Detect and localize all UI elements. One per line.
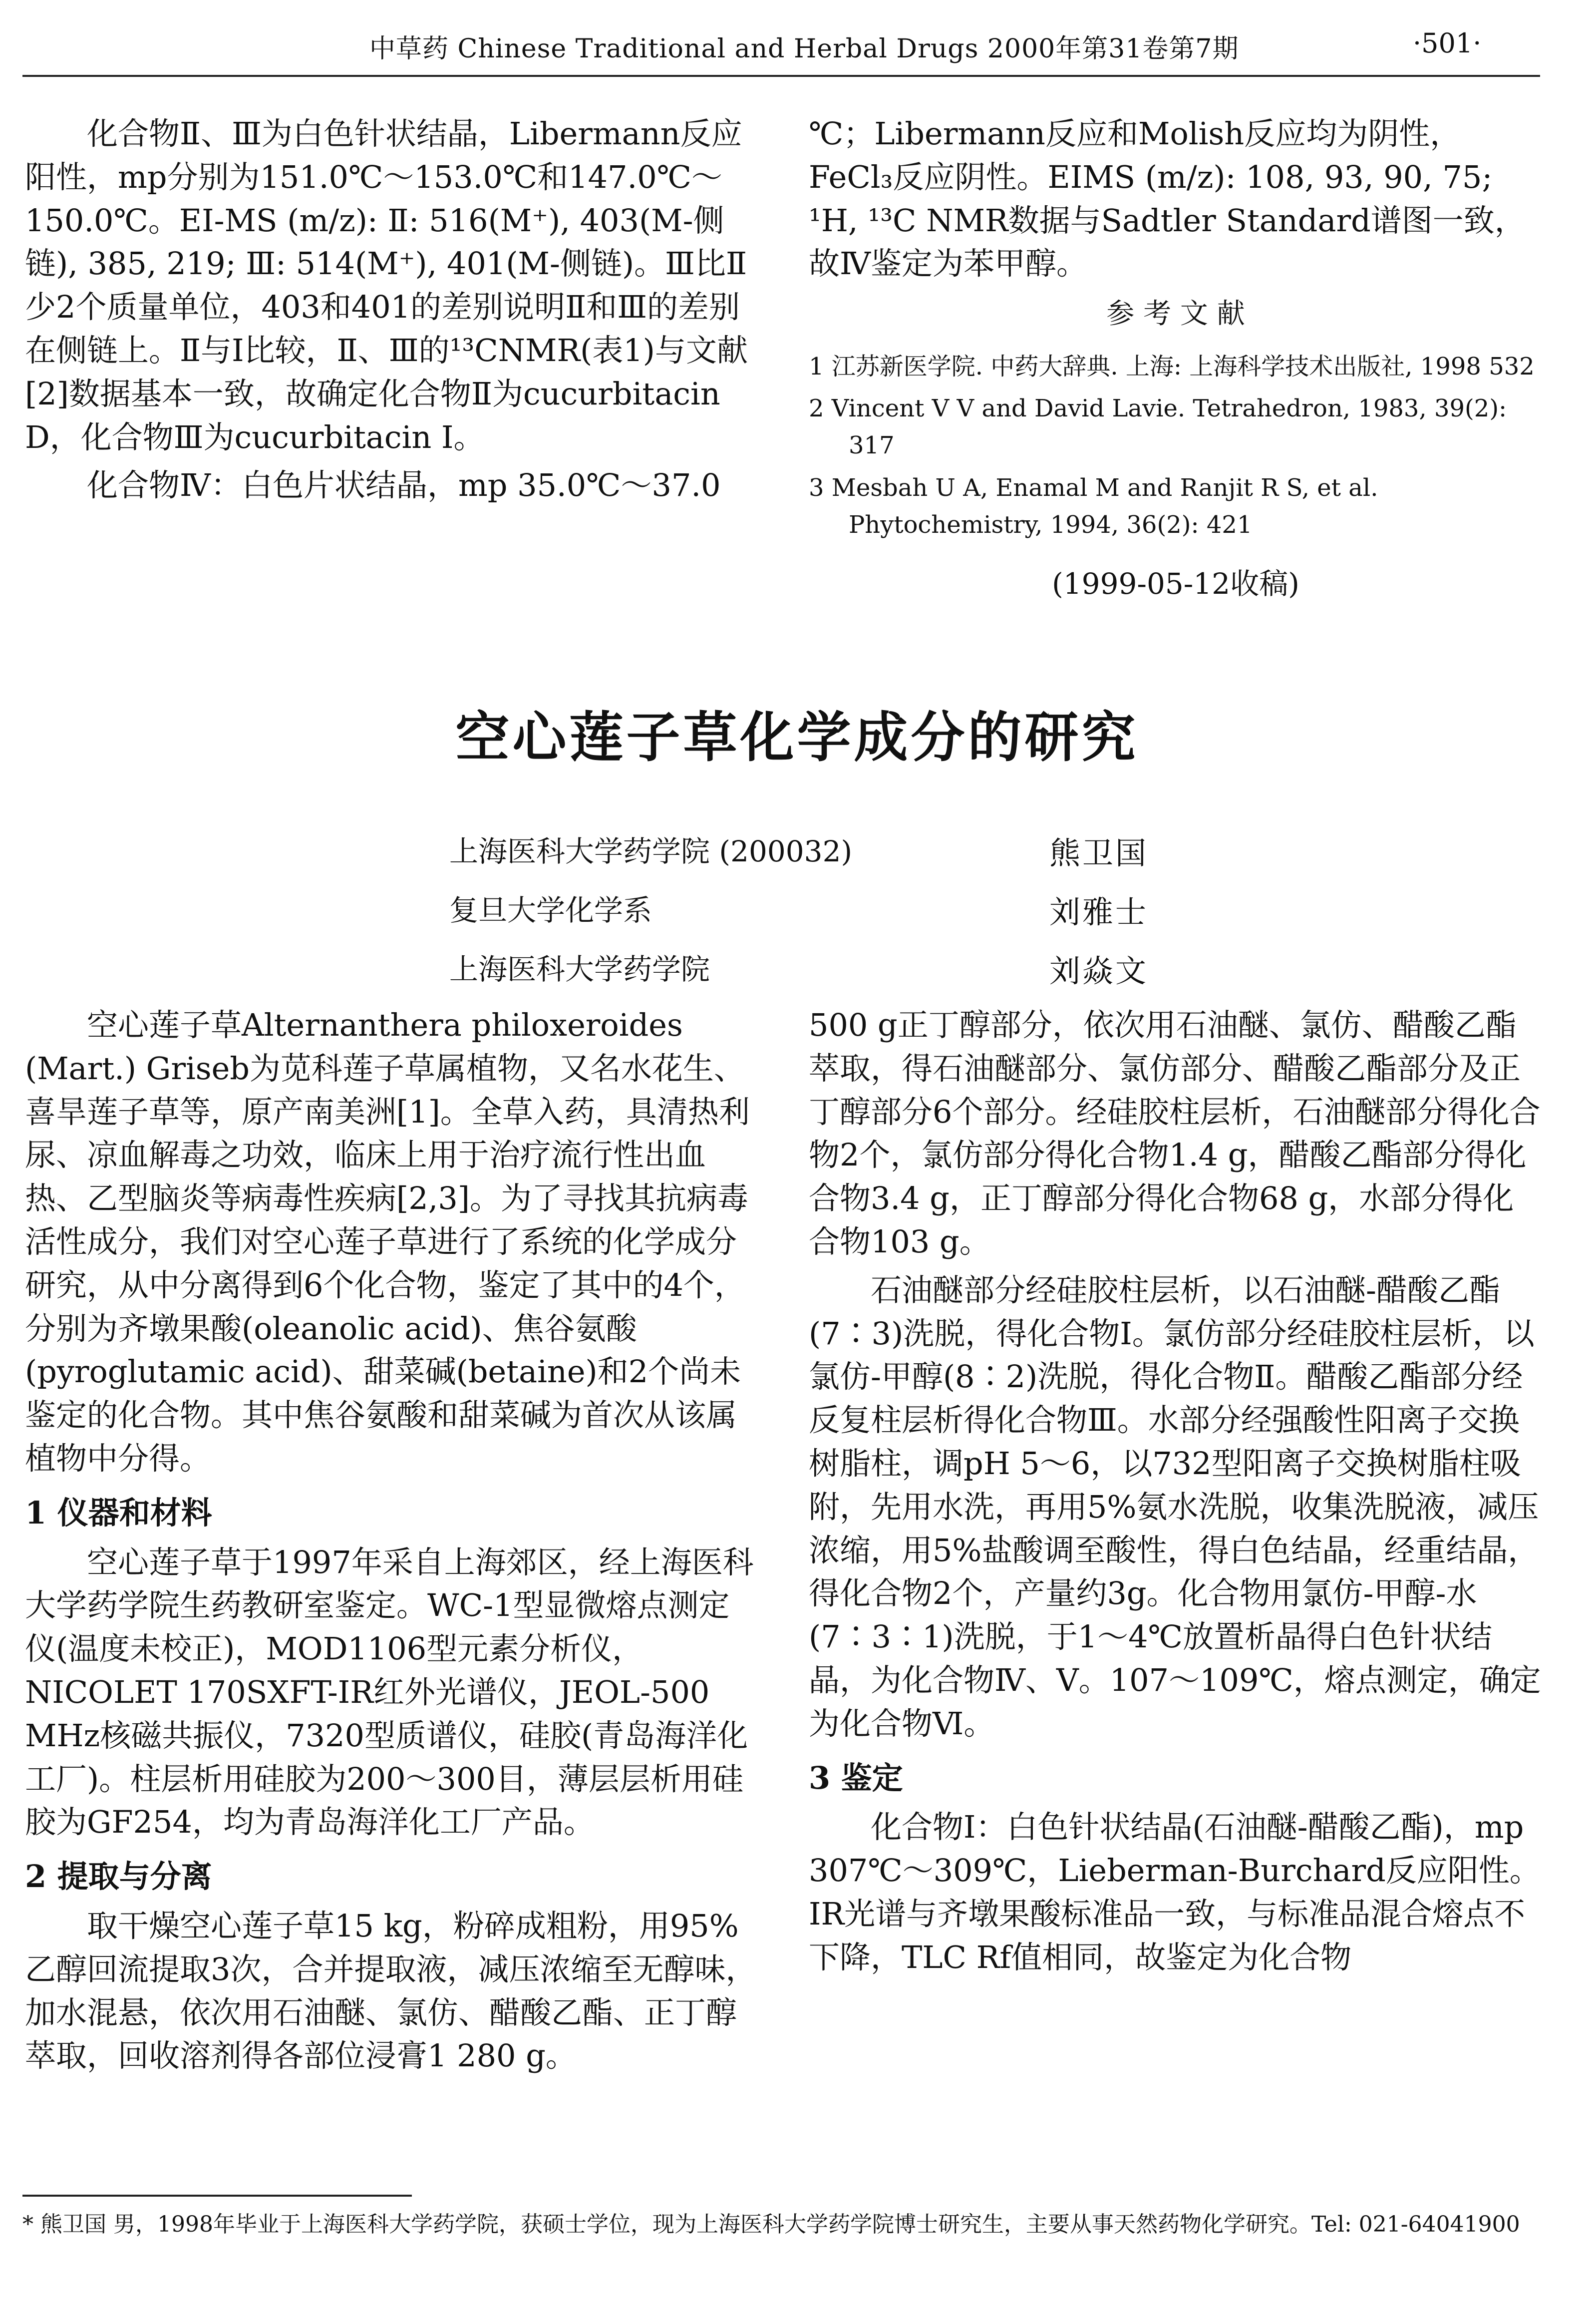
author-affiliation: 复旦大学化学系 [449,893,652,927]
article2-paragraph: 空心莲子草Alternanthera philoxeroides (Mart.) Griseb为苋科莲子草属植物，又名水花生、喜旱莲子草等，原产南美洲[1]。全草入药，具清热利尿、凉血解毒之功效，临床上用于治疗流行性出血热、乙型脑炎等病毒性疾病[2,3]。为了寻找其抗病毒活性成分，我们对空心莲子草进行了系统的化学成分研究，从中分离得到6个化合物，鉴定了其中的4个，分别为齐墩果酸(oleanolic acid)、焦谷氨酸(pyroglutamic acid)、甜菜碱(betaine)和2个尚未鉴定的化合物。其中焦谷氨酸和甜菜碱为首次从该属植物中分得。 [25,1007,750,1477]
author-row [449,883,1148,942]
author-row [449,942,1148,1001]
header-rule [22,75,1540,77]
article2-paragraph: 石油醚部分经硅胶柱层析，以石油醚-醋酸乙酯(7∶3)洗脱，得化合物Ⅰ。氯仿部分经硅胶柱层析，以氯仿-甲醇(8∶2)洗脱，得化合物Ⅱ。醋酸乙酯部分经反复柱层析得化合物Ⅲ。水部分经强酸性阳离子交换树脂柱，调pH 5～6，以732型阳离子交换树脂柱吸附，先用水洗，再用5%氨水洗脱，收集洗脱液，减压浓缩，用5%盐酸调至酸性，得白色结晶，经重结晶，得化合物2个，产量约3g。化合物用氯仿-甲醇-水(7∶3∶1)洗脱，于1～4℃放置析晶得白色针状结晶，为化合物Ⅳ、Ⅴ。107～109℃，熔点测定，确定为化合物Ⅵ。 [809,1271,1541,1742]
article1-paragraph: ℃；Libermann反应和Molish反应均为阴性，FeCl₃反应阴性。EIMS (m/z): 108, 93, 90, 75; ¹H, ¹³C NMR数据与Sadtler Standard谱图一致，故Ⅳ鉴定为苯甲醇。 [809,115,1526,282]
article1-paragraph: 化合物Ⅳ：白色片状结晶，mp 35.0℃～37.0 [87,467,721,504]
footnote-rule [22,2195,412,2197]
reference-item: 3 Mesbah U A, Enamal M and Ranjit R S, et al. Phytochemistry, 1994, 36(2): 421 [809,473,1378,539]
author-name: 熊卫国 [1049,835,1148,871]
article2-paragraph: 取干燥空心莲子草15 kg，粉碎成粗粉，用95%乙醇回流提取3次，合并提取液，减压浓缩至无醇味，加水混悬，依次用石油醚、氯仿、醋酸乙酯、正丁醇萃取，回收溶剂得各部位浸膏1 280 g。 [25,1907,757,2074]
reference-item: 2 Vincent V V and David Lavie. Tetrahedron, 1983, 39(2): 317 [809,394,1507,460]
author-footnote: * 熊卫国 男，1998年毕业于上海医科大学药学院，获硕士学位，现为上海医科大学药学院博士研究生，主要从事天然药物化学研究。Tel: 021-64041900 [22,2212,1520,2237]
journal-header: 中草药 Chinese Traditional and Herbal Drugs 2000年第31卷第7期 [369,34,1239,64]
article1-left-column [25,112,759,512]
section-heading: 3 鉴定 [809,1759,903,1796]
article2-paragraph: 500 g正丁醇部分，依次用石油醚、氯仿、醋酸乙酯萃取，得石油醚部分、氯仿部分、醋酸乙酯部分及正丁醇部分6个部分。经硅胶柱层析，石油醚部分得化合物2个，氯仿部分得化合物1.4 g，醋酸乙酯部分得化合物3.4 g，正丁醇部分得化合物68 g，水部分得化合物103 g。 [809,1007,1541,1260]
article2-left-column [25,1004,759,2083]
article-title: 空心莲子草化学成分的研究 [455,706,1139,769]
article2-right-column [809,1004,1543,1984]
author-block [449,824,1148,1000]
author-name: 刘雅士 [1049,893,1148,930]
article1-paragraph: 化合物Ⅱ、Ⅲ为白色针状结晶，Libermann反应阳性，mp分别为151.0℃～153.0℃和147.0℃～150.0℃。EI-MS (m/z): Ⅱ: 516(M⁺), 403(M-侧链), 385, 219; Ⅲ: 514(M⁺), 401(M-侧链)。Ⅲ比Ⅱ少2个质量单位，403和401的差别说明Ⅱ和Ⅲ的差别在侧链上。Ⅱ与Ⅰ比较，Ⅱ、Ⅲ的¹³CNMR(表1)与文献[2]数据基本一致，故确定化合物Ⅱ为cucurbitacin D，化合物Ⅲ为cucurbitacin I。 [25,115,748,455]
section-heading: 1 仪器和材料 [25,1494,212,1531]
article1-right-column [809,112,1543,604]
references-heading: 参 考 文 献 [1106,298,1245,331]
reference-item: 1 江苏新医学院. 中药大辞典. 上海: 上海科学技术出版社, 1998 532 [809,352,1535,381]
author-affiliation: 上海医科大学药学院 (200032) [449,834,853,868]
author-name: 刘焱文 [1049,952,1148,989]
received-date: (1999-05-12收稿) [1052,566,1299,601]
author-row [449,824,1148,883]
page-header [0,27,1594,77]
author-affiliation: 上海医科大学药学院 [449,952,710,986]
section-heading: 2 提取与分离 [25,1858,212,1895]
page-number: ·501· [1413,27,1482,59]
article2-paragraph: 空心莲子草于1997年采自上海郊区，经上海医科大学药学院生药教研室鉴定。WC-1型显微熔点测定仪(温度未校正)，MOD1106型元素分析仪，NICOLET 170SXFT-IR红外光谱仪，JEOL-500 MHz核磁共振仪，7320型质谱仪，硅胶(青岛海洋化工厂)。柱层析用硅胶为200～300目，薄层层析用硅胶为GF254，均为青岛海洋化工厂产品。 [25,1544,754,1841]
article2-paragraph: 化合物Ⅰ：白色针状结晶(石油醚-醋酸乙酯)，mp 307℃～309℃，Lieberman-Burchard反应阳性。IR光谱与齐墩果酸标准品一致，与标准品混合熔点不下降，TLC Rf值相同，故鉴定为化合物 [809,1809,1541,1975]
